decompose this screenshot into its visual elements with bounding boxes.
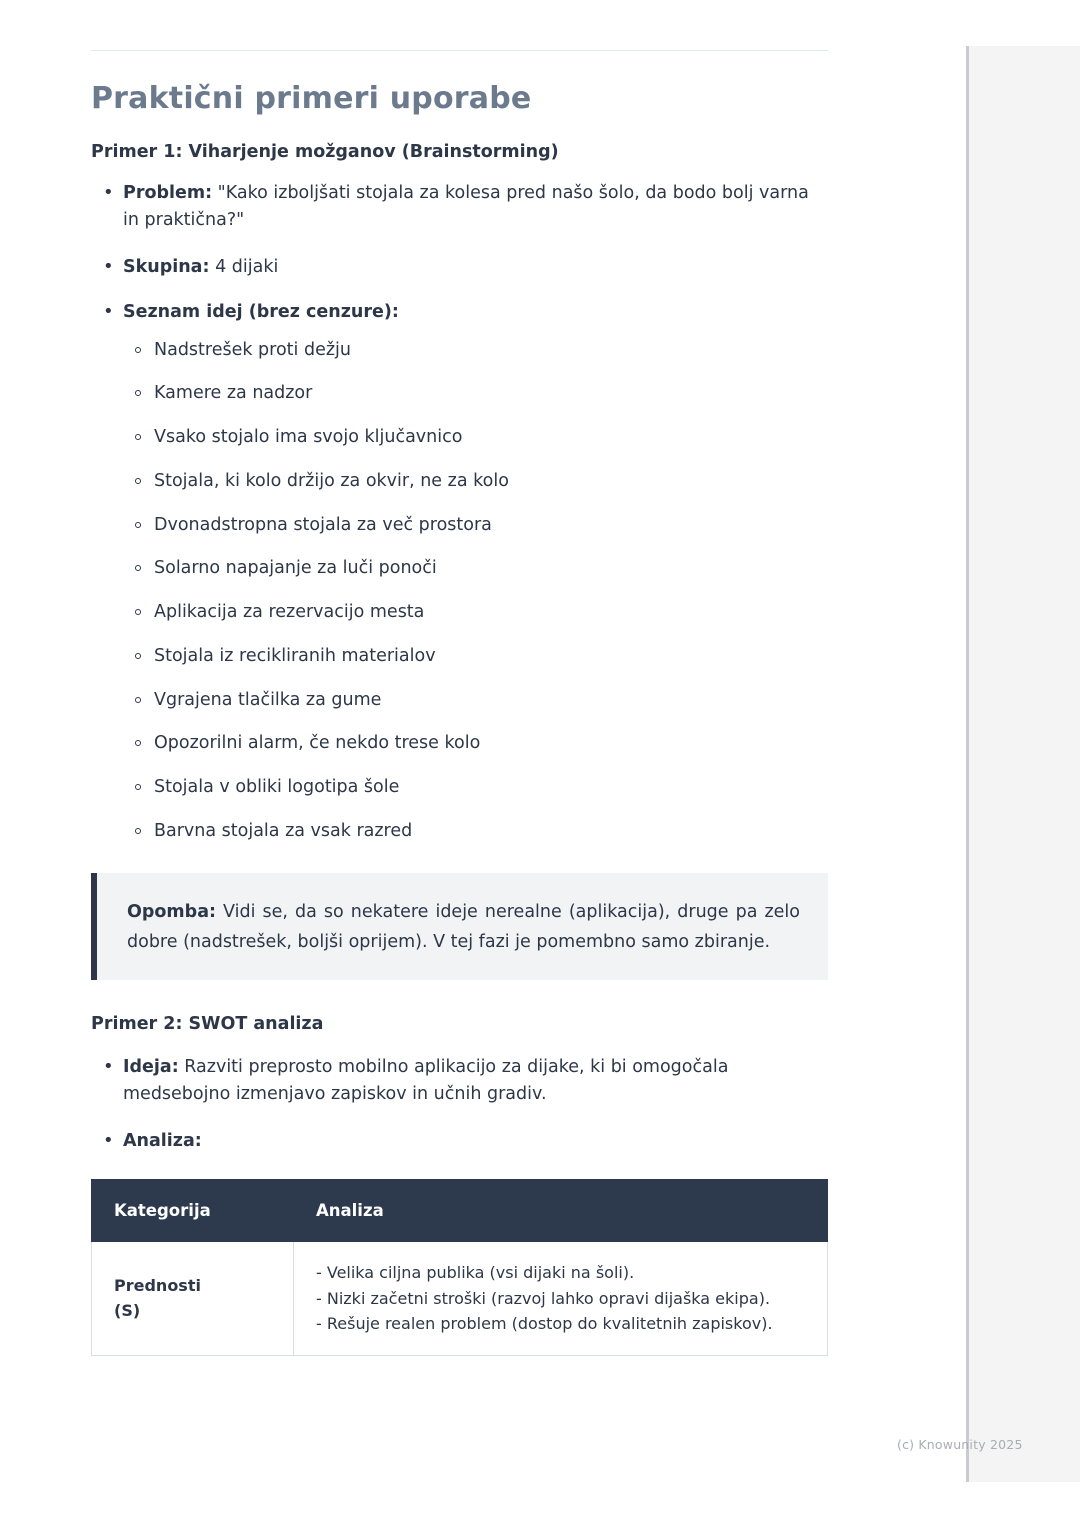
list-item: Solarno napajanje za luči ponoči	[123, 557, 828, 580]
analysis-line: - Nizki začetni stroški (razvoj lahko opravi dijaška ekipa).	[316, 1288, 771, 1308]
ideas-label: Seznam idej (brez cenzure):	[123, 302, 399, 323]
category-line-1: Prednosti	[114, 1275, 201, 1295]
table-head	[92, 1180, 828, 1242]
document-content	[91, 50, 828, 1356]
list-item: Vsako stojalo ima svojo ključavnico	[123, 426, 828, 449]
example-1-heading: Primer 1: Viharjenje možganov (Brainstorming)	[91, 142, 559, 162]
table-body	[92, 1242, 828, 1356]
page-title: Praktični primeri uporabe	[91, 81, 532, 116]
list-item: Nadstrešek proti dežju	[123, 339, 828, 362]
note-callout	[91, 873, 828, 980]
analysis-line: - Velika ciljna publika (vsi dijaki na šoli).	[316, 1263, 635, 1283]
cell-category	[92, 1242, 294, 1356]
list-item: Vgrajena tlačilka za gume	[123, 689, 828, 712]
watermark: (c) Knowunity 2025	[897, 1437, 1023, 1452]
top-divider	[91, 50, 828, 51]
analysis-line: - Rešuje realen problem (dostop do kvalitetnih zapiskov).	[316, 1314, 773, 1334]
example-2-heading: Primer 2: SWOT analiza	[91, 1013, 324, 1034]
list-item: Stojala v obliki logotipa šole	[123, 776, 828, 799]
problem-text: "Kako izboljšati stojala za kolesa pred našo šolo, da bodo bolj varna in praktična?"	[123, 183, 809, 231]
example-1-list	[91, 180, 828, 843]
list-item-ideas	[91, 299, 828, 842]
problem-label: Problem:	[123, 183, 213, 203]
list-item-idea	[91, 1054, 828, 1108]
list-item: Barvna stojala za vsak razred	[123, 820, 828, 843]
group-label: Skupina:	[123, 257, 210, 278]
list-item: Dvonadstropna stojala za več prostora	[123, 514, 828, 537]
table-row	[92, 1242, 828, 1356]
ideas-sublist	[123, 339, 828, 843]
list-item: Aplikacija za rezervacijo mesta	[123, 601, 828, 624]
swot-table	[91, 1179, 828, 1356]
idea-text: Razviti preprosto mobilno aplikacijo za dijake, ki bi omogočala medsebojno izmenjavo zapiskov in učnih gradiv.	[123, 1056, 729, 1104]
scrollbar-track[interactable]	[966, 46, 1080, 1482]
list-item: Stojala iz recikliranih materialov	[123, 645, 828, 668]
group-text: 4 dijaki	[209, 257, 279, 278]
list-item: Kamere za nadzor	[123, 382, 828, 405]
column-header-analysis: Analiza	[294, 1180, 828, 1242]
list-item: Opozorilni alarm, če nekdo trese kolo	[123, 732, 828, 755]
table-header-row	[92, 1180, 828, 1242]
column-header-category: Kategorija	[92, 1180, 294, 1242]
note-label: Opomba:	[127, 901, 216, 922]
example-2-list	[91, 1054, 828, 1155]
note-text: Vidi se, da so nekatere ideje nerealne (aplikacija), druge pa zelo dobre (nadstrešek, boljši oprijem). V tej fazi je pomembno samo zbiranje.	[127, 901, 800, 953]
idea-label: Ideja:	[123, 1056, 179, 1077]
analysis-label: Analiza:	[123, 1131, 202, 1151]
list-item-problem	[91, 180, 828, 234]
list-item: Stojala, ki kolo držijo za okvir, ne za kolo	[123, 470, 828, 493]
list-item-group	[91, 254, 828, 281]
cell-analysis	[294, 1242, 828, 1356]
list-item-analysis	[91, 1128, 828, 1155]
category-line-2: (S)	[114, 1300, 141, 1320]
